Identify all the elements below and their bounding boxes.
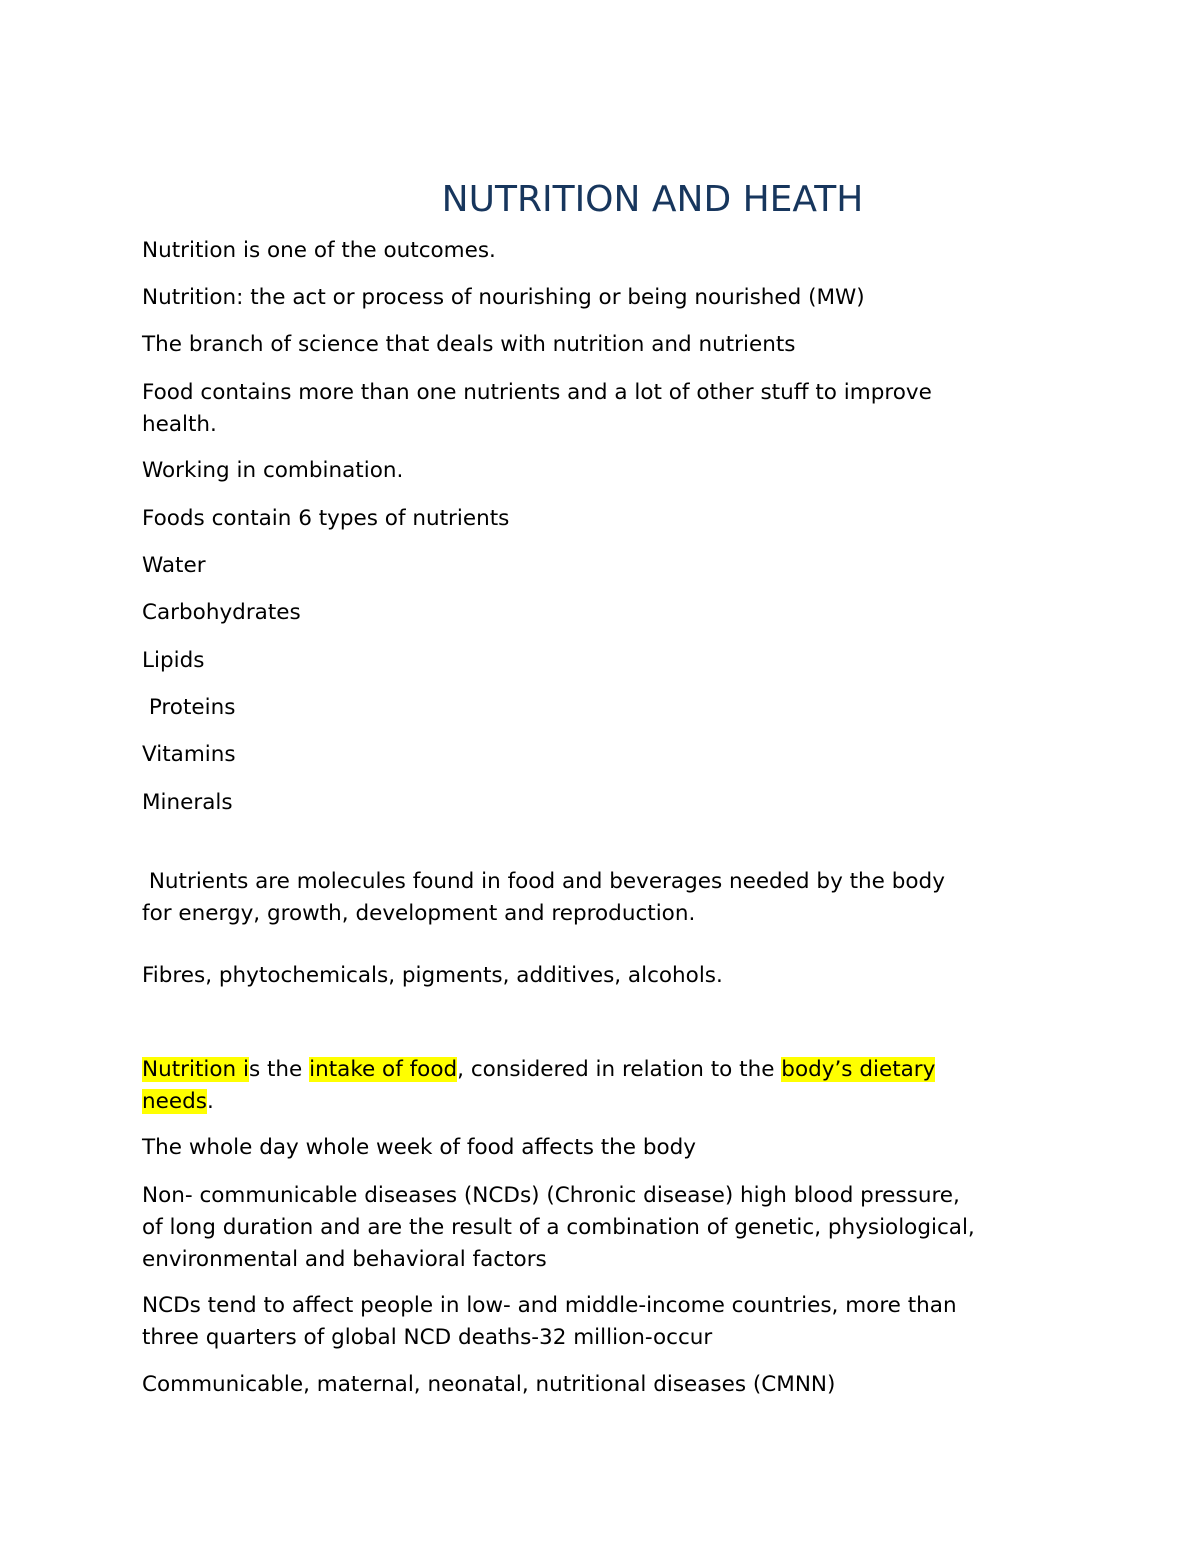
paragraph-line: Food contains more than one nutrients and a lot of other stuff to improve [142,380,932,405]
paragraph: Nutrition is one of the outcomes. [142,238,496,263]
paragraph-multiline [142,1180,1062,1276]
highlighted-text: body’s dietary [781,1057,936,1082]
list-item-carbohydrates: Carbohydrates [142,600,301,625]
paragraph-line [142,1086,1062,1118]
paragraph-line: health. [142,412,217,437]
paragraph-multiline [142,1290,1062,1354]
paragraph-line [142,1054,1062,1086]
list-item-vitamins: Vitamins [142,742,236,767]
paragraph: The whole day whole week of food affects the body [142,1135,697,1160]
list-item-water: Water [142,553,206,578]
highlighted-paragraph [142,1054,1062,1118]
paragraph-line: three quarters of global NCD deaths-32 million-occur [142,1325,713,1350]
paragraph-multiline [142,377,1062,441]
plain-text: . [206,1089,214,1114]
list-item-lipids: Lipids [142,648,205,673]
paragraph-line: Nutrients are molecules found in food and beverages needed by the body [142,869,945,894]
paragraph: Fibres, phytochemicals, pigments, additives, alcohols. [142,963,723,988]
highlighted-text: intake of food [309,1057,458,1082]
paragraph: Working in combination. [142,458,404,483]
highlighted-text: Nutrition i [142,1057,249,1082]
list-item-minerals: Minerals [142,790,233,815]
paragraph-line: environmental and behavioral factors [142,1247,547,1272]
plain-text: , considered in relation to the [457,1057,782,1082]
paragraph-line: for energy, growth, development and reproduction. [142,901,696,926]
paragraph-line: NCDs tend to affect people in low- and middle-income countries, more than [142,1293,957,1318]
paragraph-line: Non- communicable diseases (NCDs) (Chronic disease) high blood pressure, [142,1183,960,1208]
paragraph: The branch of science that deals with nutrition and nutrients [142,332,796,357]
paragraph: Nutrition: the act or process of nourishing or being nourished (MW) [142,285,865,310]
list-item-proteins: Proteins [142,695,236,720]
paragraph: Foods contain 6 types of nutrients [142,506,510,531]
document-title: NUTRITION AND HEATH [441,179,864,220]
paragraph-line: of long duration and are the result of a combination of genetic, physiological, [142,1215,975,1240]
highlighted-text: needs [142,1089,207,1114]
paragraph: Communicable, maternal, neonatal, nutritional diseases (CMNN) [142,1372,836,1397]
paragraph-multiline [142,834,1062,930]
plain-text: s the [248,1057,310,1082]
